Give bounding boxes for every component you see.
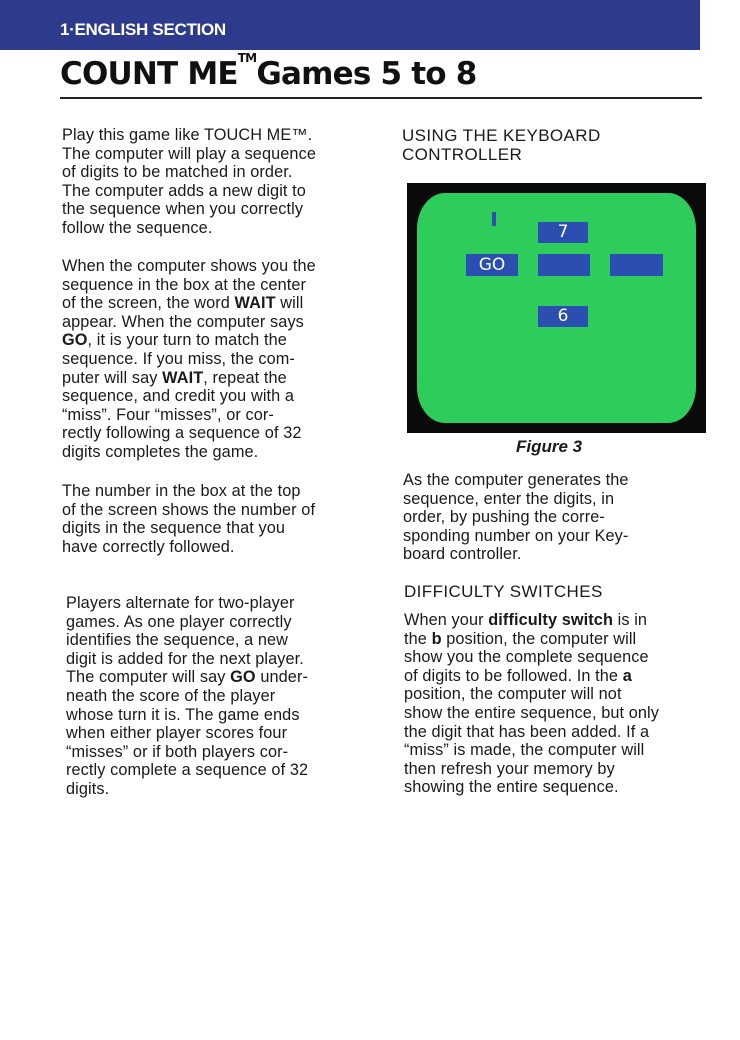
text-line: sequence, enter the digits, in [403,489,615,508]
text-line: have correctly followed. [62,537,235,556]
text-line: The number in the box at the top [62,482,301,500]
text-line: “miss” is made, the computer will [404,741,645,760]
text-line: The computer will say GO under- [66,668,308,687]
text-line: then refresh your memory by [404,759,615,778]
page-title [60,51,477,92]
text-line: neath the score of the player [66,686,276,705]
top-box-paragraph [62,482,315,556]
text-line: of the screen, the word WAIT will [62,294,304,313]
keyboard-paragraph [403,471,629,564]
text-line: order, by pushing the corre- [403,508,605,527]
bottom-digit-box: 6 [538,306,588,327]
text-line: rectly complete a sequence of 32 [66,761,309,780]
text-line: The computer will play a sequence [62,144,316,163]
figure-caption: Figure 3 [516,437,583,456]
text-line: showing the entire sequence. [404,778,619,797]
top-digit-box: 7 [538,222,588,243]
figure-3-screen [407,183,706,433]
text-line: board controller. [403,545,522,564]
text-line: As the computer generates the [403,471,629,489]
text-line: show the entire sequence, but only [404,703,660,722]
text-line: sequence in the box at the center [62,275,307,294]
center-box [538,254,590,276]
text-line: digits in the sequence that you [62,519,286,538]
keyboard-heading [402,126,601,164]
title-trademark: TM [237,51,257,65]
text-line: Players alternate for two-player [66,594,295,612]
text-line: “misses” or if both players cor- [66,742,289,761]
two-player-paragraph [66,594,308,799]
text-line: of digits to be matched in order. [62,163,293,182]
text-line: identifies the sequence, a new [66,631,289,650]
text-line: When your difficulty switch is in [404,611,648,629]
score-marker [492,212,496,226]
heading-line: CONTROLLER [402,145,523,164]
difficulty-heading: DIFFICULTY SWITCHES [404,582,603,601]
title-rule [60,97,702,99]
text-line: GO, it is your turn to match the [62,331,287,350]
text-line: digits. [66,779,110,798]
difficulty-paragraph [404,611,659,797]
text-line: sequence, and credit you with a [62,387,295,406]
intro-paragraph [62,126,316,238]
text-line: show you the complete sequence [404,648,649,667]
text-line: games. As one player correctly [66,612,292,631]
text-line: sequence. If you miss, the com- [62,349,295,368]
text-line: position, the computer will not [404,685,622,704]
text-line: When the computer shows you the [62,257,316,275]
text-line: Play this game like TOUCH ME™. [62,126,313,144]
text-line: sponding number on your Key- [403,526,629,545]
text-line: appear. When the computer says [62,312,304,331]
title-rest: Games 5 to 8 [256,56,477,92]
text-line: of digits to be followed. In the a [404,666,632,685]
text-line: rectly following a sequence of 32 [62,424,302,443]
text-line: follow the sequence. [62,218,213,237]
text-line: the sequence when you correctly [62,200,304,219]
heading-line: USING THE KEYBOARD [402,126,601,145]
right-box [610,254,663,276]
go-box: GO [466,254,518,276]
text-line: puter will say WAIT, repeat the [62,368,287,387]
text-line: digits completes the game. [62,442,259,461]
tv-screen [417,193,696,423]
text-line: digit is added for the next player. [66,649,304,668]
text-line: whose turn it is. The game ends [66,705,300,724]
text-line: The computer adds a new digit to [62,181,306,200]
text-line: of the screen shows the number of [62,500,316,519]
text-line: the digit that has been added. If a [404,722,650,741]
wait-go-paragraph [62,257,316,462]
section-label: 1·ENGLISH SECTION [60,20,226,39]
title-main: COUNT ME [60,56,238,92]
text-line: “miss”. Four “misses”, or cor- [62,405,274,424]
text-line: when either player scores four [66,724,288,743]
text-line: the b position, the computer will [404,629,637,648]
